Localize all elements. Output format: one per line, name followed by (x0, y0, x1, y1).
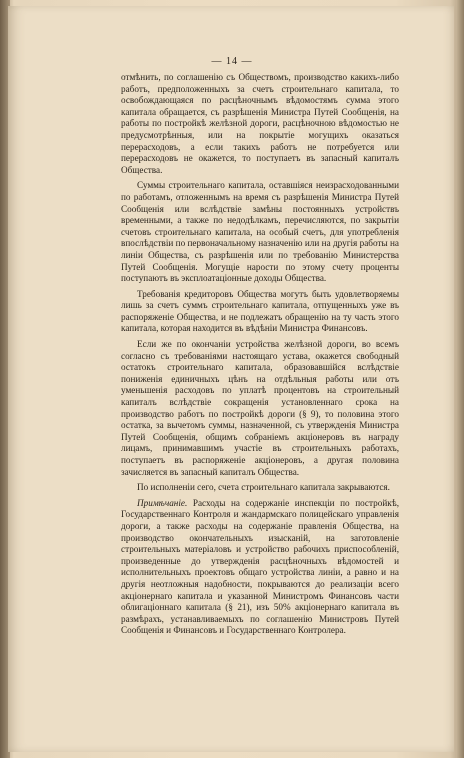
page-edge (456, 0, 464, 758)
paragraph-5: По исполненіи сего, счета строительнаго капитала закрываются. (137, 482, 390, 493)
note-text: Расходы на содержаніе инспекціи по постройкѣ, Государственнаго Контроля и жандармскаго полицейскаго управленія дороги, а также расходы на содержаніе правленія Общества, на производство окончательныхъ изысканій, на заготовленіе строительныхъ матеріаловъ и устройство рабочихъ приспособленій, произведенные до утвержденія расцѣночныхъ вѣдомостей и исполнительныхъ проектовъ общаго устройства линіи, а равно и на другія неотложныя надобности, покрываются до реализаціи всего акціонернаго капитала и указанной Министромъ Финансовъ части облигаціоннаго капитала (§ 21), изъ 50% акціонернаго капитала въ размѣрахъ, устанавливаемыхъ по соглашенію Министровъ Путей Сообщенія и Финансовъ и Государственнаго Контролера. (121, 497, 399, 636)
document-body (121, 72, 399, 641)
note-label: Примѣчаніе. (137, 497, 188, 508)
paragraph-3: Требованія кредиторовъ Общества могутъ быть удовлетворяемы лишь за счетъ суммъ строительнаго капитала, отпущенныхъ уже въ распоряженіе Общества, и не подлежатъ обращенію на ту часть этого капитала, которая находится въ вѣдѣніи Министра Финансовъ. (121, 288, 399, 334)
paragraph-1: отмѣнить, по соглашенію съ Обществомъ, производство какихъ-либо работъ, предположенныхъ за счетъ строительнаго капитала, то освобождающаяся по расцѣночнымъ вѣдомостямъ сумма этого капитала обращается, съ разрѣшенія Министра Путей Сообщенія, на работы по постройкѣ желѣзной дороги, расцѣночною вѣдомостью не предусмотрѣнныя, или на покрытіе могущихъ оказаться перерасходовъ, а если такихъ работъ не потребуется или перерасходовъ не окажется, то поступаетъ въ запасный капиталъ Общества. (121, 72, 399, 175)
note-paragraph (121, 498, 399, 637)
paragraph-2: Суммы строительнаго капитала, оставшіяся неизрасходованными по работамъ, отложеннымъ на время съ разрѣшенія Министра Путей Сообщенія или вслѣдствіе замѣны постоянныхъ устройствъ временными, а также по недодѣлкамъ, перечисляются, по закрытіи счетовъ строительнаго капитала, на особый счетъ, для употребленія впослѣдствіи по первоначальному назначенію или на другія работы на линіи Общества, съ разрѣшенія или по требованію Министерства Путей Сообщенія. Могущіе нарости по этому счету проценты поступаютъ въ эксплоатаціонные доходы Общества. (121, 180, 399, 284)
paragraph-4: Если же по окончаніи устройства желѣзной дороги, во всемъ согласно съ требованіями настоящаго устава, окажется свободный остатокъ строительнаго капитала, образовавшійся вслѣдствіе пониженія единичныхъ цѣнъ на отдѣльныя работы или отъ уменьшенія расходовъ по уплатѣ процентовъ на строительный капиталъ вслѣдствіе сокращенія установленнаго срока на производство работъ по постройкѣ дороги (§ 9), то половина этого остатка, за вычетомъ суммы, назначенной, съ утвержденія Министра Путей Сообщенія, общимъ собраніемъ акціонеровъ въ награду лицамъ, принимавшимъ участіе въ строительныхъ работахъ, поступаетъ въ распоряженіе акціонеровъ, а другая половина зачисляется въ запасный капиталъ Общества. (121, 339, 399, 477)
page-number: — 14 — (211, 56, 253, 67)
